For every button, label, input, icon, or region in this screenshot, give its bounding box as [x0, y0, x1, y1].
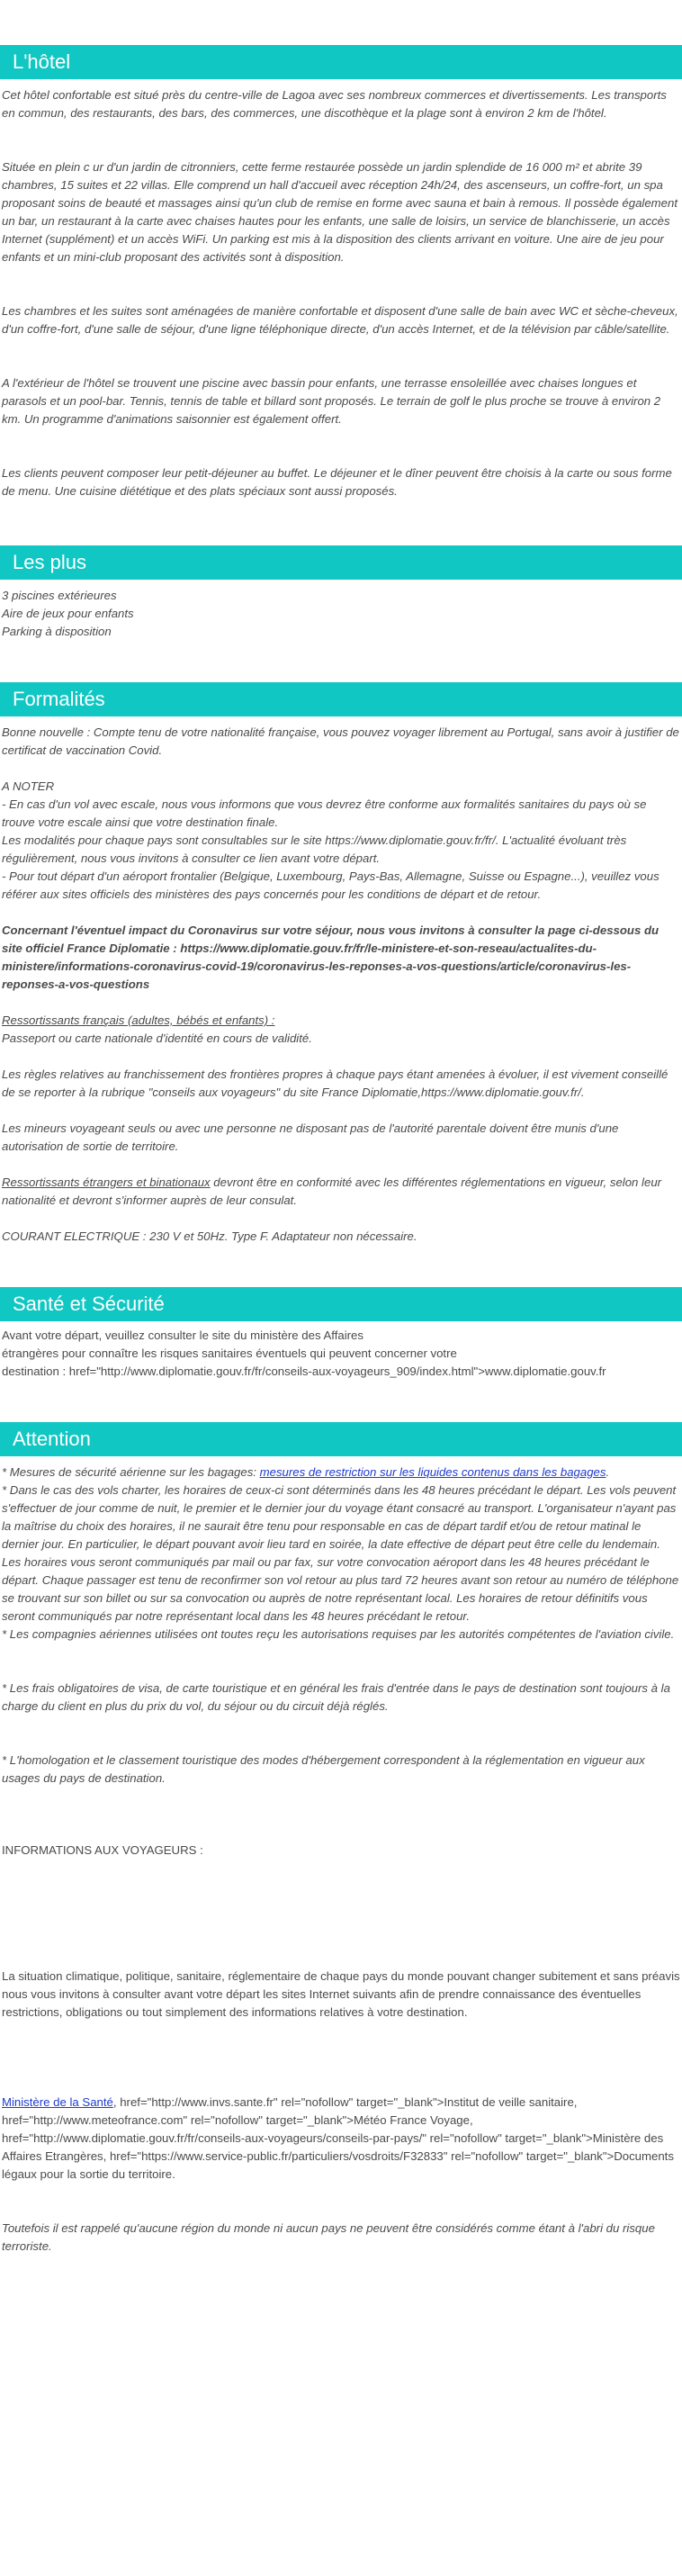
list-item: Parking à disposition	[2, 625, 112, 638]
sante-text	[0, 1327, 682, 1381]
note-frontalier: - Pour tout départ d'un aéroport frontalier (Belgique, Luxembourg, Pays-Bas, Allemagne, Suisse ou Espagne...), veuillez vous référer aux sites officiels des ministères des pays concernés pour les conditions de départ et de retour.	[2, 869, 660, 901]
electric-current: COURANT ELECTRIQUE : 230 V et 50Hz. Type F. Adaptateur non nécessaire.	[2, 1229, 417, 1243]
baggage-suffix: .	[606, 1465, 610, 1479]
minors-notice: Les mineurs voyageant seuls ou avec une personne ne disposant pas de l'autorité parentale doivent être munis d'une autorisation de sortie de territoire.	[2, 1121, 619, 1153]
french-nationals-heading: Ressortissants français (adultes, bébés et enfants) :	[2, 1013, 275, 1027]
sante-line-2: étrangères pour connaître les risques sanitaires éventuels qui peuvent concerner votre	[2, 1347, 457, 1360]
note-escale: - En cas d'un vol avec escale, nous vous informons que vous devrez être conforme aux formalités sanitaires du pays où se trouve votre escale ainsi que votre destination finale.	[2, 797, 647, 829]
travellers-info-heading: INFORMATIONS AUX VOYAGEURS :	[2, 1843, 203, 1857]
note-heading: A NOTER	[2, 779, 55, 793]
section-title-plus: Les plus	[0, 545, 682, 580]
sante-line-3: destination : href="http://www.diplomatie.gouv.fr/fr/conseils-aux-voyageurs_909/index.html">www.diplomatie.gouv.fr	[2, 1365, 606, 1378]
list-item: Aire de jeux pour enfants	[2, 607, 134, 620]
section-title-attention: Attention	[0, 1422, 682, 1456]
note-modalites: Les modalités pour chaque pays sont consultables sur le site https://www.diplomatie.gouv.fr/fr/. L'actualité évoluant très régulièrement, nous vous invitons à consulter ce lien avant votre départ.	[2, 833, 627, 865]
foreign-nationals-heading: Ressortissants étrangers et binationaux	[2, 1175, 211, 1189]
section-title-sante: Santé et Sécurité	[0, 1287, 682, 1321]
liquids-restriction-link[interactable]: mesures de restriction sur les liquides contenus dans les bagages	[259, 1465, 606, 1479]
foreign-nationals-body: devront être en conformité avec les différentes réglementations en vigueur, selon leur nationalité et devront s'informer auprès de leur consulat.	[2, 1175, 662, 1207]
covid-notice: Concernant l'éventuel impact du Coronavirus sur votre séjour, nous vous invitons à consulter la page ci-dessous du site officiel France Diplomatie : https://www.diplomatie.gouv.fr/fr/le-ministere-et-son-reseau/actualites-du-ministere/informations-coronavirus-covid-19/coronavirus-les-reponses-a-vos-questions/article/coronavirus-les-reponses-a-vos-questions	[2, 923, 660, 991]
french-nationals-body: Passeport ou carte nationale d'identité en cours de validité.	[2, 1031, 312, 1045]
plus-list	[0, 587, 682, 641]
sante-line-1: Avant votre départ, veuillez consulter le site du ministère des Affaires	[2, 1329, 363, 1342]
formalites-text	[0, 724, 682, 1246]
airlines-notice: * Les compagnies aériennes utilisées ont toutes reçu les autorisations requises par les autorités compétentes de l'aviation civile.	[2, 1627, 675, 1641]
fees-notice: * Les frais obligatoires de visa, de carte touristique et en général les frais d'entrée dans le pays de destination sont toujours à la charge du client en plus du prix du vol, du séjour ou du circuit déjà réglés.	[2, 1681, 670, 1713]
official-sites	[2, 2094, 680, 2184]
situation-line-2: nous vous invitons à consulter avant votre départ les sites Internet suivants afin de prendre connaissance des éventuelles restrictions, obligations ou tout simplement des informations relatives à votre destination.	[2, 1987, 642, 2019]
hotel-paragraph-2: Située en plein c ur d'un jardin de citronniers, cette ferme restaurée possède un jardin splendide de 16 000 m² et abrite 39 chambres, 15 suites et 22 villas. Elle comprend un hall d'accueil avec réception 24h/24, des ascenseurs, un coffre-fort, un spa proposant soins de beauté et massages ainsi qu'un club de remise en forme avec sauna et bain à remous. Il possède également un bar, un restaurant à la carte avec chaises hautes pour les enfants, une salle de loisirs, un service de blanchisserie, un accès Internet (supplément) et un accès WiFi. Un parking est mis à la disposition des clients arrivant en voiture. Une aire de jeu pour enfants et un mini-club proposant des activités sont à disposition.	[2, 160, 678, 264]
hotel-paragraph-3: Les chambres et les suites sont aménagées de manière confortable et disposent d'une salle de bain avec WC et sèche-cheveux, d'un coffre-fort, d'une salle de séjour, d'une ligne téléphonique directe, d'un accès Internet, et de la télévision par câble/satellite.	[2, 304, 678, 336]
charter-notice: * Dans le cas des vols charter, les horaires de ceux-ci sont déterminés dans les 48 heures précédant le départ. Les vols peuvent s'effectuer de jour comme de nuit, le premier et le dernier jour du voyage étant consacré au transport. L'organisateur n'ayant pas la maîtrise du choix des horaires, il ne saurait être tenu pour responsable en cas de départ tardif et/ou de retour matinal le dernier jour. En particulier, le départ pouvant avoir lieu tard en soirée, la date effective de départ peut être celle du lendemain. Les horaires vous seront communiqués par mail ou par fax, sur votre convocation aéroport dans les 48 heures précédant le départ. Chaque passager est tenu de reconfirmer son vol retour au plus tard 72 heures avant son retour au numéro de téléphone se trouvant sur son billet ou sur sa convocation ou auprès de notre représentant local. Les horaires de retour définitifs vous seront communiqués par notre représentant local dans les 48 heures précédant le retour.	[2, 1483, 679, 1623]
list-item: 3 piscines extérieures	[2, 589, 117, 602]
hotel-text	[0, 86, 682, 500]
ministry-health-link[interactable]: Ministère de la Santé	[2, 2095, 113, 2109]
baggage-prefix: * Mesures de sécurité aérienne sur les bagages:	[2, 1465, 260, 1479]
border-rules: Les règles relatives au franchissement des frontières propres à chaque pays étant amenées à évoluer, il est vivement conseillé de se reporter à la rubrique "conseils aux voyageurs" du site France Diplomatie,https://www.diplomatie.gouv.fr/.	[2, 1067, 669, 1099]
attention-text	[0, 1464, 682, 2256]
baggage-notice	[2, 1464, 680, 1482]
hotel-paragraph-4: A l'extérieur de l'hôtel se trouvent une piscine avec bassin pour enfants, une terrasse ensoleillée avec chaises longues et parasols et un pool-bar. Tennis, tennis de table et billard sont proposés. Le terrain de golf le plus proche se trouve à environ 2 km. Un programme d'animations saisonnier est également offert.	[2, 376, 661, 426]
hotel-paragraph-1: Cet hôtel confortable est situé près du centre-ville de Lagoa avec ses nombreux commerces et divertissements. Les transports en commun, des restaurants, des bars, des commerces, une discothèque et la plage sont à environ 2 km de l'hôtel.	[2, 88, 667, 120]
section-title-hotel: L'hôtel	[0, 45, 682, 79]
homologation-notice: * L'homologation et le classement touristique des modes d'hébergement correspondent à la réglementation en vigueur aux usages du pays de destination.	[2, 1753, 645, 1785]
foreign-nationals	[2, 1174, 680, 1210]
section-title-formalites: Formalités	[0, 682, 682, 716]
formalites-intro: Bonne nouvelle : Compte tenu de votre nationalité française, vous pouvez voyager librement au Portugal, sans avoir à justifier de certificat de vaccination Covid.	[2, 725, 679, 757]
terror-notice: Toutefois il est rappelé qu'aucune région du monde ni aucun pays ne peuvent être considérés comme étant à l'abri du risque terroriste.	[2, 2221, 655, 2253]
hotel-paragraph-5: Les clients peuvent composer leur petit-déjeuner au buffet. Le déjeuner et le dîner peuvent être choisis à la carte ou sous forme de menu. Une cuisine diététique et des plats spéciaux sont aussi proposés.	[2, 466, 672, 498]
official-sites-rest: , href="http://www.invs.sante.fr" rel="nofollow" target="_blank">Institut de veille sanitaire, href="http://www.meteofrance.com" rel="nofollow" target="_blank">Météo France Voyage, href="http://www.diplomatie.gouv.fr/fr/conseils-aux-voyageurs/conseils-par-pays/" rel="nofollow" target="_blank">Ministère des Affaires Etrangères, href="https://www.service-public.fr/particuliers/vosdroits/F32833" rel="nofollow" target="_blank">Documents légaux pour la sortie du territoire.	[2, 2095, 674, 2181]
situation-line-1: La situation climatique, politique, sanitaire, réglementaire de chaque pays du monde pouvant changer subitement et sans préavis	[2, 1969, 680, 1983]
